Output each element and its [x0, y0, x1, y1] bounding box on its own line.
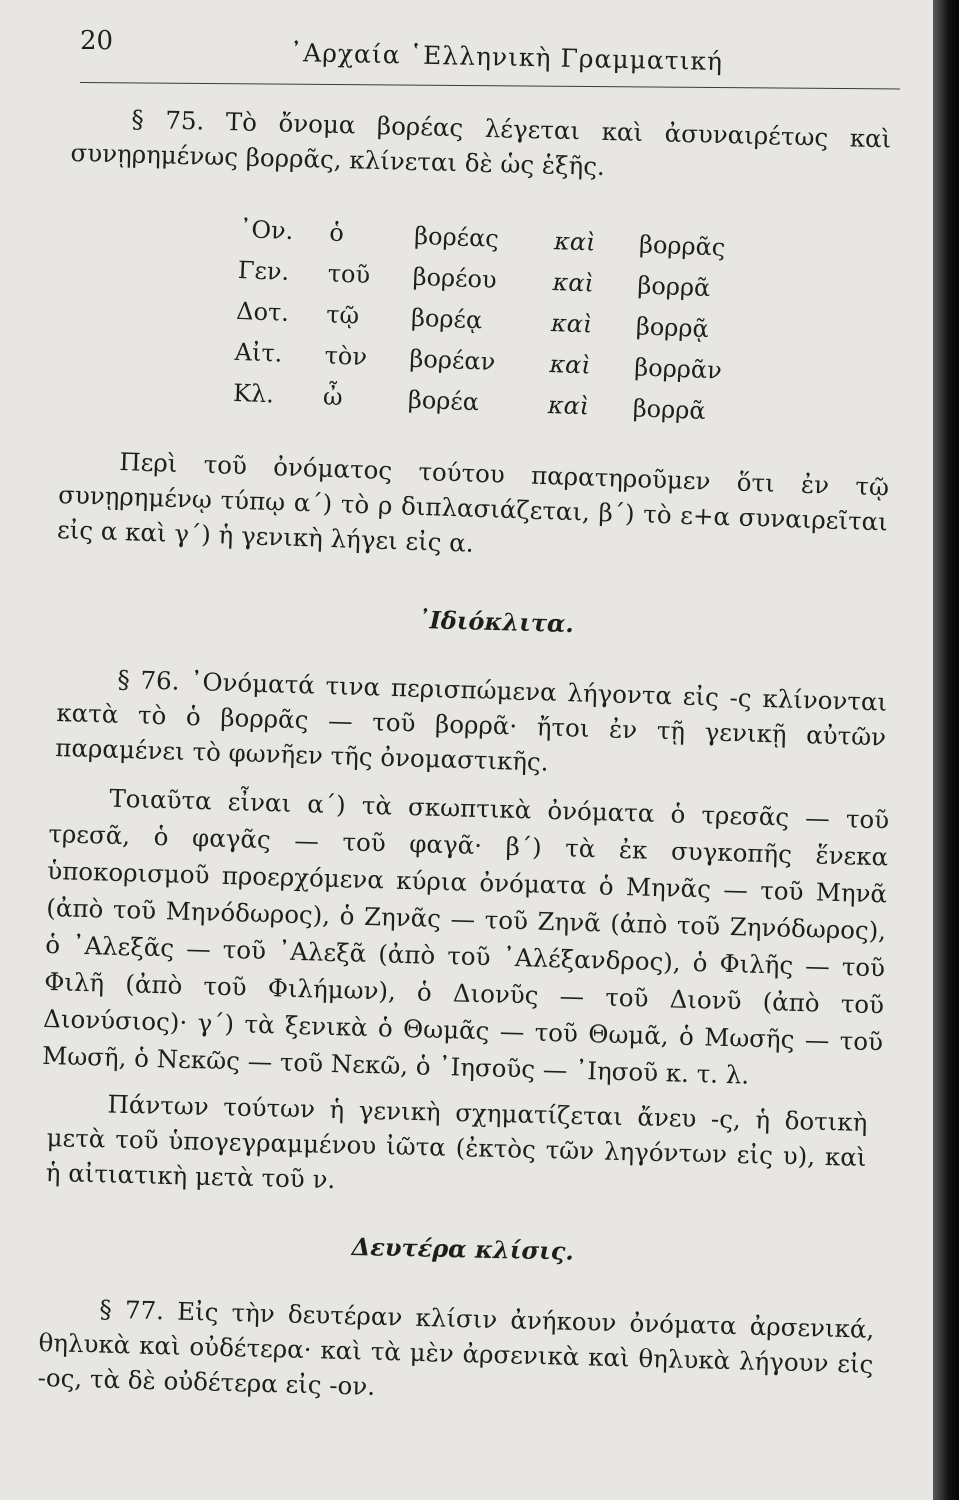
- uncontracted-form: βορέας: [413, 221, 500, 253]
- article: τὸν: [324, 341, 368, 371]
- contracted-form: βορρᾶς: [638, 230, 726, 262]
- uncontracted-form: βορέαν: [409, 344, 496, 376]
- running-head-title: ᾿Αρχαία ῾Ελληνικὴ Γραμματική: [289, 38, 724, 77]
- observation-text: Περὶ τοῦ ὀνόματος τούτου παρατηροῦμεν ὅτι ἐν τῷ συνῃρημένῳ τύπῳ α΄) τὸ ρ διπλασιάζεται, β΄) τὸ ε+α συναιρεῖται εἰς α καὶ γ΄) ἡ γενικὴ λήγει εἰς α.: [56, 446, 890, 558]
- section-76-text: § 76. ᾿Ονόματά τινα περισπώμενα λήγοντα εἰς -ς κλίνονται κατὰ τὸ ὁ βορρᾶς — τοῦ βορρᾶ· ἤτοι ἐν τῇ γενικῇ αὐτῶν παραμένει τὸ φωνῆεν τῆς ὀνομαστικῆς.: [54, 664, 888, 777]
- conjunction: καὶ: [553, 227, 597, 257]
- genitive-rule-paragraph: [45, 1085, 867, 1210]
- conjunction: καὶ: [548, 350, 592, 380]
- section-77-paragraph: [37, 1290, 874, 1417]
- header-rule: [80, 82, 900, 89]
- heading-idioklita: ᾿Ιδιόκλιτα.: [417, 605, 575, 639]
- section-75-text: § 75. Τὸ ὄνομα βορέας λέγεται καὶ ἀσυναιρέτως καὶ συνῃρημένως βορρᾶς, κλίνεται δὲ ὡς ἑξῆς.: [70, 104, 892, 181]
- article: τοῦ: [327, 259, 371, 290]
- contracted-form: βορρᾶν: [633, 353, 723, 385]
- heading-second-declension: Δευτέρα κλίσις.: [351, 1232, 575, 1266]
- contracted-form: βορρᾷ: [635, 312, 710, 344]
- conjunction: καὶ: [547, 390, 590, 421]
- page-number: 20: [80, 26, 114, 56]
- contracted-form: βορρᾶ: [632, 394, 707, 426]
- dark-page-edge: [933, 0, 959, 1500]
- genitive-rule-text: Πάντων τούτων ἡ γενικὴ σχηματίζεται ἄνευ -ς, ἡ δοτικὴ μετὰ τοῦ ὑπογεγραμμένου ἰῶτα (ἐκτὸς τῶν ληγόντων εἰς υ), καὶ ἡ αἰτιατικὴ μετὰ τοῦ ν.: [45, 1089, 868, 1195]
- uncontracted-form: βορέᾳ: [410, 303, 483, 335]
- conjunction: καὶ: [550, 309, 593, 339]
- examples-paragraph: [42, 778, 890, 1097]
- case-label: Γεν.: [237, 255, 290, 286]
- section-76-paragraph: [55, 660, 888, 790]
- uncontracted-form: βορέου: [412, 262, 498, 294]
- section-75-paragraph: [70, 100, 892, 191]
- conjunction: καὶ: [552, 268, 595, 298]
- uncontracted-form: βορέα: [407, 385, 480, 417]
- examples-text: Τοιαῦτα εἶναι α΄) τὰ σκωπτικὰ ὀνόματα ὁ τρεσᾶς — τοῦ τρεσᾶ, ὁ φαγᾶς — τοῦ φαγᾶ· β΄) τὰ ἐκ συγκοπῆς ἕνεκα ὑποκορισμοῦ προερχόμενα κύρια ὀνόματα ὁ Μηνᾶς — τοῦ Μηνᾶ (ἀπὸ τοῦ Μηνόδωρος), ὁ Ζηνᾶς — τοῦ Ζηνᾶ (ἀπὸ τοῦ Ζηνόδωρος), ὁ ᾿Αλεξᾶς — τοῦ ᾿Αλεξᾶ (ἀπὸ τοῦ ᾿Αλέξανδρος), ὁ Φιλῆς — τοῦ Φιλῆ (ἀπὸ τοῦ Φιλήμων), ὁ Διονῦς — τοῦ Διονῦ (ἀπὸ τοῦ Διονύσιος)· γ΄) τὰ ξενικὰ ὁ Θωμᾶς — τοῦ Θωμᾶ, ὁ Μωσῆς — τοῦ Μωσῆ, ὁ Νεκῶς — τοῦ Νεκῶ, ὁ ᾿Ιησοῦς — ᾿Ιησοῦ κ. τ. λ.: [41, 783, 890, 1090]
- article: ὁ: [328, 218, 345, 247]
- article: τῷ: [325, 300, 360, 330]
- case-label: Κλ.: [232, 378, 275, 409]
- case-label: Αἰτ.: [234, 337, 283, 368]
- article: ὦ: [322, 382, 344, 412]
- declension-table: [232, 215, 759, 440]
- contracted-form: βορρᾶ: [637, 271, 711, 303]
- case-label: ᾿Ον.: [238, 215, 294, 246]
- case-label: Δοτ.: [235, 296, 290, 327]
- section-77-text: § 77. Εἰς τὴν δευτέραν κλίσιν ἀνήκουν ὀνόματα ἀρσενικά, θηλυκὰ καὶ οὐδέτερα· καὶ τὰ μὲν ἀρσενικὰ καὶ θηλυκὰ λήγουν εἰς -ος, τὰ δὲ οὐδέτερα εἰς -ον.: [37, 1294, 875, 1401]
- observation-paragraph: [57, 442, 890, 574]
